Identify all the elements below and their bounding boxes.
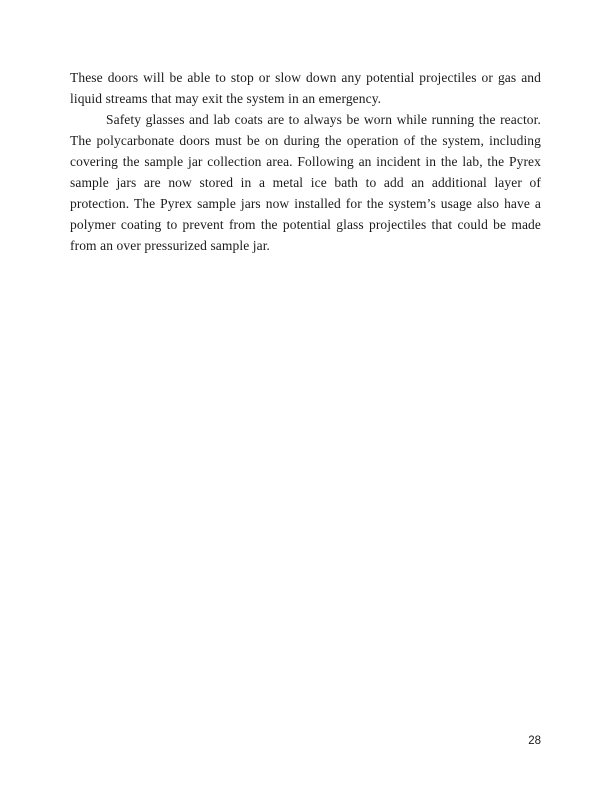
paragraph-safety-equipment: Safety glasses and lab coats are to always be worn while running the reactor. The polycarbonate doors must be on during the operation of the system, including covering the sample jar collection area. Following an incident in the lab, the Pyrex sample jars are now stored in a metal ice bath to add an additional layer of protection. The Pyrex sample jars now installed for the system’s usage also have a polymer coating to prevent from the potential glass projectiles that could be made from an over pressurized sample jar. (70, 112, 541, 253)
paragraph-doors-safety: These doors will be able to stop or slow down any potential projectiles or gas and liquid streams that may exit the system in an emergency. (70, 70, 541, 106)
page-body (70, 67, 541, 256)
page-number: 28 (528, 735, 541, 747)
